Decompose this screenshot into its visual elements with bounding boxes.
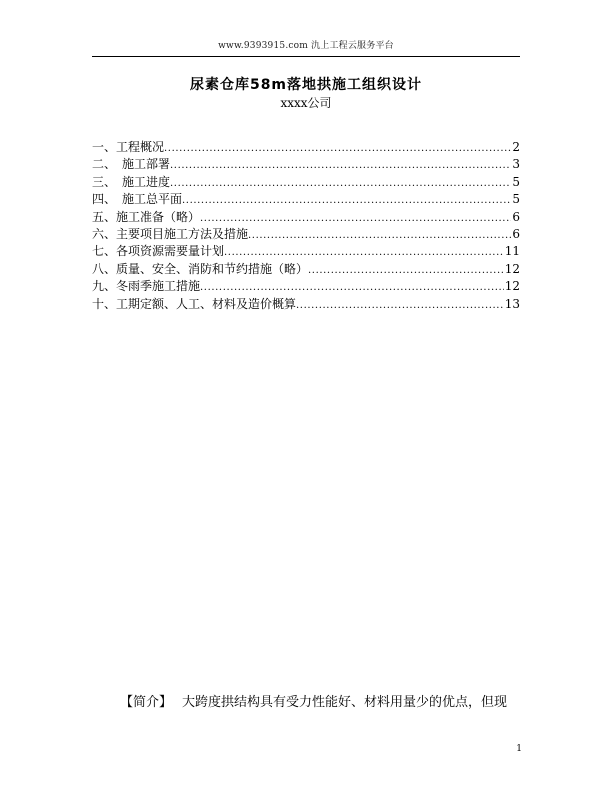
- toc-leader-dots: [200, 210, 511, 227]
- toc-entry-page: 5: [512, 174, 520, 189]
- toc-leader-dots: [182, 192, 511, 209]
- toc-entry-9[interactable]: [92, 278, 520, 295]
- page-number: 1: [516, 744, 522, 754]
- toc-entry-label: 五、施工准备（略）: [92, 209, 201, 224]
- toc-leader-dots: [296, 297, 504, 314]
- toc-entry-1[interactable]: [92, 139, 520, 156]
- toc-leader-dots: [170, 157, 511, 174]
- header-divider: [92, 56, 520, 57]
- toc-entry-7[interactable]: [92, 243, 520, 260]
- toc-entry-label: 四、 施工总平面: [92, 192, 183, 207]
- toc-leader-dots: [170, 175, 511, 192]
- toc-leader-dots: [164, 140, 511, 157]
- toc-entry-page: 12: [504, 261, 520, 276]
- toc-entry-5[interactable]: [92, 209, 520, 226]
- toc-leader-dots: [224, 244, 504, 261]
- toc-leader-dots: [200, 279, 504, 296]
- toc-entry-page: 11: [504, 244, 520, 259]
- toc-entry-3[interactable]: [92, 174, 520, 191]
- toc-entry-label: 二、 施工部署: [92, 157, 171, 172]
- toc-entry-8[interactable]: [92, 261, 520, 278]
- toc-entry-10[interactable]: [92, 296, 520, 313]
- toc-entry-page: 3: [512, 157, 520, 172]
- toc-entry-page: 2: [512, 140, 520, 154]
- intro-label: 【简介】: [120, 695, 173, 710]
- toc-entry-label: 三、 施工进度: [92, 174, 171, 189]
- intro-text: 大跨度拱结构具有受力性能好、材料用量少的优点，但现: [182, 695, 508, 710]
- intro-paragraph: [120, 691, 530, 710]
- table-of-contents: [92, 139, 520, 313]
- document-title: 尿素仓库58m落地拱施工组织设计: [189, 77, 423, 93]
- page-header: www.9393915.com 氿上工程云服务平台: [218, 41, 394, 51]
- toc-entry-label: 九、冬雨季施工措施: [92, 279, 201, 294]
- toc-entry-page: 5: [512, 192, 520, 207]
- toc-entry-4[interactable]: [92, 191, 520, 208]
- toc-entry-label: 八、质量、安全、消防和节约措施（略）: [92, 261, 309, 276]
- toc-entry-label: 七、各项资源需要量计划: [92, 244, 225, 259]
- toc-entry-page: 13: [504, 296, 520, 311]
- toc-entry-page: 12: [504, 279, 520, 294]
- document-subtitle: xxxx公司: [280, 96, 332, 110]
- toc-entry-page: 6: [512, 226, 520, 241]
- toc-entry-label: 十、工期定额、人工、材料及造价概算: [92, 296, 297, 311]
- toc-entry-label: 六、主要项目施工方法及措施: [92, 226, 249, 241]
- toc-leader-dots: [248, 227, 511, 244]
- toc-entry-6[interactable]: [92, 226, 520, 243]
- toc-leader-dots: [308, 262, 504, 279]
- toc-entry-label: 一、工程概况: [92, 140, 165, 154]
- toc-entry-2[interactable]: [92, 156, 520, 173]
- toc-entry-page: 6: [512, 209, 520, 224]
